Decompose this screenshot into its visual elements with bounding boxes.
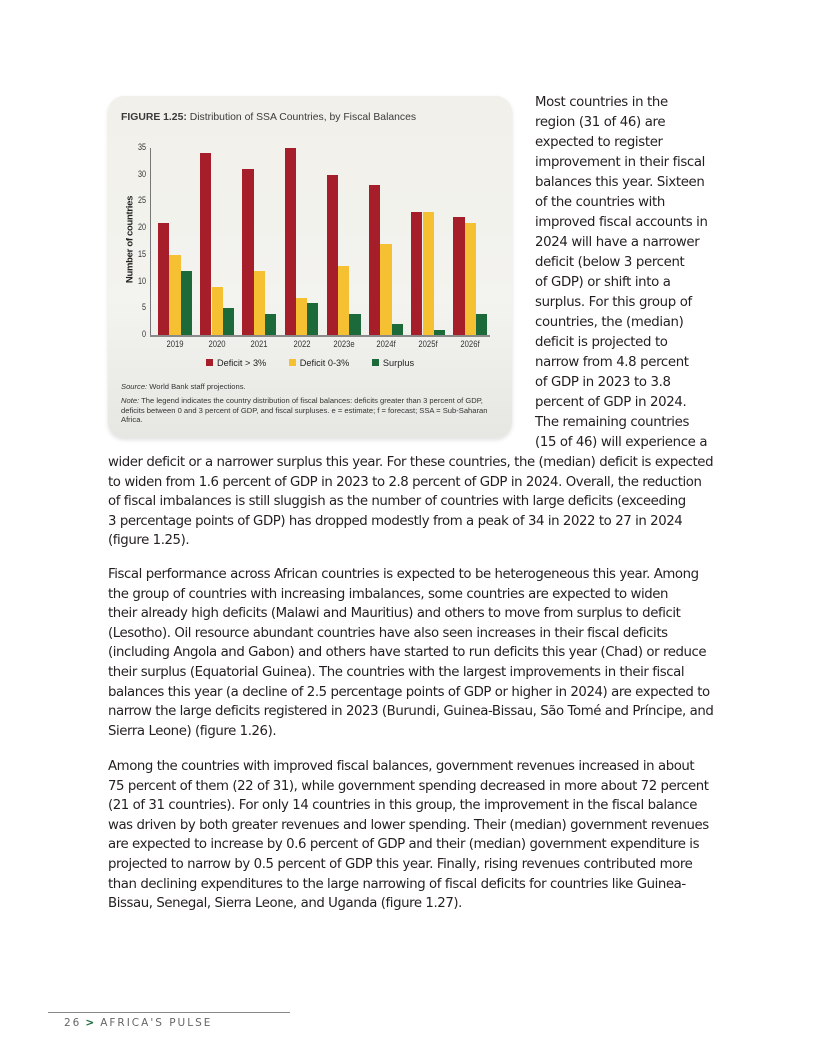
- text-line: narrow the large deficits registered in 2023 (Burundi, Guinea-Bissau, São Tomé and Príncipe, and: [108, 704, 714, 720]
- text-line: (figure 1.25).: [108, 533, 190, 549]
- y-tick-label: 15: [137, 248, 146, 259]
- text-line: of fiscal imbalances is still sluggish as the number of countries with large deficits (exceeding: [108, 494, 686, 510]
- bar-deficit-0-3--2023e: [338, 266, 349, 335]
- x-tick-label: 2024f: [376, 339, 396, 349]
- text-line: 3 percentage points of GDP) has dropped modestly from a peak of 34 in 2022 to 27 in 2024: [108, 513, 683, 529]
- bar-surplus-2023e: [349, 314, 360, 335]
- x-tick-label: 2022: [293, 339, 311, 349]
- x-tick-label: 2026f: [460, 339, 480, 349]
- bar-deficit-3--2025f: [411, 212, 422, 335]
- bar-surplus-2022: [307, 303, 318, 335]
- x-tick-label: 2019: [166, 339, 184, 349]
- text-line: countries, the (median): [535, 315, 684, 330]
- publication-name: AFRICA'S PULSE: [100, 1017, 213, 1029]
- x-tick-label: 2020: [208, 339, 226, 349]
- text-line: are expected to increase by 0.6 percent of GDP and their (median) government expenditure is: [108, 837, 700, 853]
- paragraph-3: [108, 757, 718, 914]
- figure-card: [108, 96, 512, 438]
- legend-item-deficit-0-3: [289, 358, 350, 368]
- bar-surplus-2020: [223, 308, 234, 335]
- y-axis-label: Number of countries: [124, 195, 136, 284]
- x-axis-line: [150, 335, 490, 337]
- text-line: Among the countries with improved fiscal balances, government revenues increased in about: [108, 759, 695, 774]
- paragraph-2: [108, 565, 718, 741]
- text-line: their surplus (Equatorial Guinea). The countries with the largest improvements in their fiscal: [108, 664, 685, 680]
- text-line: narrow from 4.8 percent: [535, 355, 689, 370]
- text-line: expected to register: [535, 135, 663, 150]
- bar-surplus-2021: [265, 314, 276, 335]
- bar-surplus-2026f: [476, 314, 487, 335]
- source-text: World Bank staff projections.: [147, 382, 246, 391]
- legend-item-deficit-above-3: [206, 358, 266, 368]
- chevron-right-icon: >: [85, 1017, 97, 1029]
- y-tick-label: 10: [137, 275, 146, 286]
- text-line: (Lesotho). Oil resource abundant countries have also seen increases in their fiscal deficits: [108, 625, 668, 641]
- text-line: improvement in their fiscal: [535, 155, 706, 170]
- text-line: deficit is projected to: [535, 335, 668, 350]
- text-line: of GDP) or shift into a: [535, 275, 671, 290]
- bar-surplus-2019: [181, 271, 192, 335]
- bar-deficit-3--2026f: [453, 217, 464, 335]
- text-line: The remaining countries: [535, 415, 690, 430]
- text-line: (including Angola and Gabon) and others have started to run deficits this year (Chad) or reduce: [108, 645, 707, 661]
- page-footer: [64, 1017, 212, 1029]
- bar-surplus-2024f: [392, 324, 403, 335]
- text-line: was driven by both greater revenues and lower spending. Their (median) government revenues: [108, 817, 709, 833]
- text-line: percent of GDP in 2024.: [535, 395, 687, 410]
- bar-deficit-3--2022: [285, 148, 296, 335]
- bar-deficit-0-3--2026f: [465, 223, 476, 335]
- text-line: Bissau, Senegal, Sierra Leone, and Uganda (figure 1.27).: [108, 896, 462, 912]
- text-line: their already high deficits (Malawi and Mauritius) and others to move from surplus to deficit: [108, 606, 681, 622]
- y-tick-label: 25: [137, 195, 146, 206]
- text-line: 75 percent of them (22 of 31), while government spending decreased in more about 72 percent: [108, 778, 709, 794]
- text-line: of GDP in 2023 to 3.8: [535, 375, 671, 390]
- text-line: surplus. For this group of: [535, 295, 692, 310]
- paragraph-1: [108, 453, 718, 551]
- text-line: balances this year (a decline of 2.5 percentage points of GDP or higher in 2024) are expected to: [108, 684, 710, 700]
- legend-label: Deficit 0-3%: [299, 358, 350, 368]
- text-line: wider deficit or a narrower surplus this year. For these countries, the (median) deficit is expected: [108, 455, 714, 470]
- bar-deficit-0-3--2021: [254, 271, 265, 335]
- legend-swatch-green: [372, 359, 379, 366]
- text-line: projected to narrow by 0.5 percent of GDP this year. Finally, rising revenues contributed more: [108, 856, 693, 872]
- text-line: the group of countries with increasing imbalances, some countries are expected to widen: [108, 586, 669, 602]
- legend-swatch-yellow: [289, 359, 296, 366]
- text-line: (21 of 31 countries). For only 14 countries in this group, the improvement in the fiscal balance: [108, 798, 697, 814]
- text-line: deficit (below 3 percent: [535, 255, 685, 270]
- bar-deficit-0-3--2019: [169, 255, 180, 335]
- figure-source: [121, 382, 501, 392]
- bar-deficit-0-3--2024f: [380, 244, 391, 335]
- bar-deficit-3--2021: [242, 169, 253, 335]
- bar-deficit-3--2023e: [327, 175, 338, 335]
- text-line: balances this year. Sixteen: [535, 175, 705, 190]
- legend-swatch-red: [206, 359, 213, 366]
- text-line: region (31 of 46) are: [535, 115, 666, 130]
- bar-deficit-3--2019: [158, 223, 169, 335]
- text-line: of the countries with: [535, 195, 665, 210]
- text-line: (15 of 46) will experience a: [535, 435, 708, 450]
- text-line: Most countries in the: [535, 95, 668, 110]
- bar-surplus-2025f: [434, 330, 445, 335]
- bar-deficit-3--2020: [200, 153, 211, 335]
- text-line: improved fiscal accounts in: [535, 215, 708, 230]
- text-line: than declining expenditures to the large narrowing of fiscal deficits for countries like Guinea-: [108, 876, 686, 892]
- legend-label: Deficit > 3%: [216, 358, 267, 368]
- text-line: to widen from 1.6 percent of GDP in 2023 to 2.8 percent of GDP in 2024. Overall, the reduction: [108, 474, 702, 490]
- wrap-text-column: [535, 93, 715, 453]
- note-text: The legend indicates the country distribution of fiscal balances: deficits greater than 3 percent of GDP, deficits between 0 and 3 percent of GDP, and fiscal surpluses. e = estimate; f = forecast; SSA = Sub-Saharan Africa.: [121, 396, 488, 424]
- bar-deficit-0-3--2025f: [423, 212, 434, 335]
- text-line: 2024 will have a narrower: [535, 235, 700, 250]
- chart-legend: [108, 358, 512, 368]
- legend-item-surplus: [372, 358, 414, 368]
- x-tick-label: 2025f: [418, 339, 438, 349]
- page-number: 26: [64, 1017, 82, 1029]
- y-tick-label: 30: [137, 168, 146, 179]
- bar-deficit-0-3--2022: [296, 298, 307, 335]
- text-line: Fiscal performance across African countries is expected to be heterogeneous this year. Among: [108, 567, 699, 582]
- note-label: Note:: [121, 396, 140, 405]
- y-axis-line: [150, 148, 151, 335]
- figure-label: FIGURE 1.25:: [121, 112, 187, 123]
- y-tick-label: 35: [137, 142, 146, 152]
- x-tick-label: 2021: [250, 339, 268, 349]
- footer-rule: [48, 1012, 290, 1013]
- figure-note: [121, 396, 501, 425]
- figure-title-text: Distribution of SSA Countries, by Fiscal Balances: [189, 112, 417, 123]
- bar-deficit-3--2024f: [369, 185, 380, 335]
- legend-label: Surplus: [382, 358, 415, 368]
- x-tick-label: 2023e: [333, 339, 355, 349]
- y-tick-label: 20: [137, 222, 146, 233]
- bar-deficit-0-3--2020: [212, 287, 223, 335]
- y-tick-label: 0: [141, 329, 146, 339]
- source-label: Source:: [121, 382, 148, 391]
- y-tick-label: 5: [141, 302, 146, 313]
- text-line: Sierra Leone) (figure 1.26).: [108, 723, 277, 739]
